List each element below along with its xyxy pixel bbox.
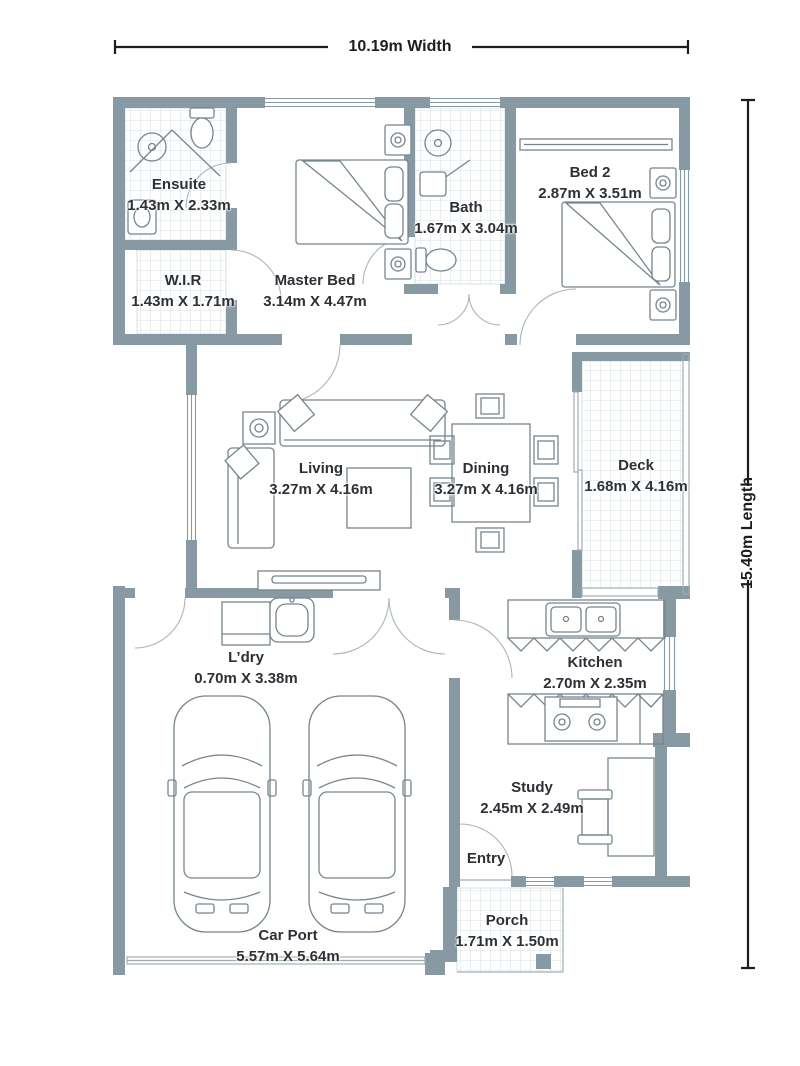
room-name: Kitchen <box>567 654 623 671</box>
room-dims: 2.70m X 2.35m <box>543 675 647 692</box>
room-dims: 1.67m X 3.04m <box>414 220 518 237</box>
nightstand-icon <box>385 249 411 279</box>
pillow-icon <box>385 167 403 201</box>
room-dims: 5.57m X 5.64m <box>236 948 340 965</box>
room-label-car-port <box>236 925 339 967</box>
master-bed-furniture <box>296 125 411 279</box>
pillow-icon <box>652 209 670 243</box>
room-name: Car Port <box>258 927 318 944</box>
room-name: Porch <box>485 912 529 929</box>
room-dims: 1.71m X 1.50m <box>455 933 559 950</box>
room-dims: 3.14m X 4.47m <box>263 293 367 310</box>
width-dimension-label: 10.19m Width <box>348 38 452 55</box>
laundry-counter-icon <box>222 602 270 645</box>
room-name: Dining <box>462 460 510 477</box>
room-name: L’dry <box>228 649 264 666</box>
length-dimension-label: 15.40m Length <box>739 476 756 590</box>
room-label-ensuite <box>127 174 230 216</box>
study-furniture <box>578 758 654 856</box>
room-label-ldry <box>194 647 297 689</box>
room-dims: 3.27m X 4.16m <box>434 481 538 498</box>
room-name: Master Bed <box>274 272 356 289</box>
room-dims: 2.87m X 3.51m <box>538 185 642 202</box>
room-name: W.I.R <box>164 272 202 289</box>
room-dims: 0.70m X 3.38m <box>194 670 298 687</box>
room-label-study <box>480 777 583 819</box>
nightstand-icon <box>385 125 411 155</box>
room-dims: 2.45m X 2.49m <box>480 800 584 817</box>
pillow-icon <box>652 247 670 281</box>
pillow-icon <box>385 204 403 238</box>
nightstand-icon <box>650 168 676 198</box>
room-name: Study <box>511 779 553 796</box>
room-name: Entry <box>466 850 506 867</box>
car-icon <box>168 696 276 932</box>
toilet-icon <box>416 248 426 272</box>
desk-icon <box>608 758 654 856</box>
room-label-porch <box>455 910 558 952</box>
car-icon <box>303 696 411 932</box>
room-label-bath <box>414 197 517 239</box>
room-name: Deck <box>618 457 654 474</box>
room-dims: 3.27m X 4.16m <box>269 481 373 498</box>
room-label-master-bed <box>263 270 366 312</box>
nightstand-icon <box>650 290 676 320</box>
cars <box>168 696 411 932</box>
room-label-kitchen <box>543 652 646 694</box>
laundry-fixtures <box>222 598 314 645</box>
room-label-living <box>269 458 372 500</box>
room-label-deck <box>584 455 687 497</box>
room-label-dining <box>434 458 537 500</box>
room-name: Living <box>298 460 344 477</box>
lamp-table-icon <box>243 412 275 444</box>
porch-post <box>536 954 551 969</box>
room-dims: 1.68m X 4.16m <box>584 478 688 495</box>
toilet-icon <box>190 108 214 118</box>
room-dims: 1.43m X 1.71m <box>131 293 235 310</box>
deck-balustrade <box>582 588 658 596</box>
room-label-wir <box>131 270 234 312</box>
room-label-bed2 <box>538 162 641 204</box>
sink-icon <box>546 603 620 636</box>
stove-icon <box>545 697 617 741</box>
room-name: Ensuite <box>151 176 207 193</box>
room-label-entry <box>467 848 505 869</box>
room-name: Bath <box>449 199 483 216</box>
room-dims: 1.43m X 2.33m <box>127 197 231 214</box>
room-name: Bed 2 <box>569 164 611 181</box>
vanity-icon <box>420 172 446 196</box>
deck-sliding-door <box>574 392 578 472</box>
